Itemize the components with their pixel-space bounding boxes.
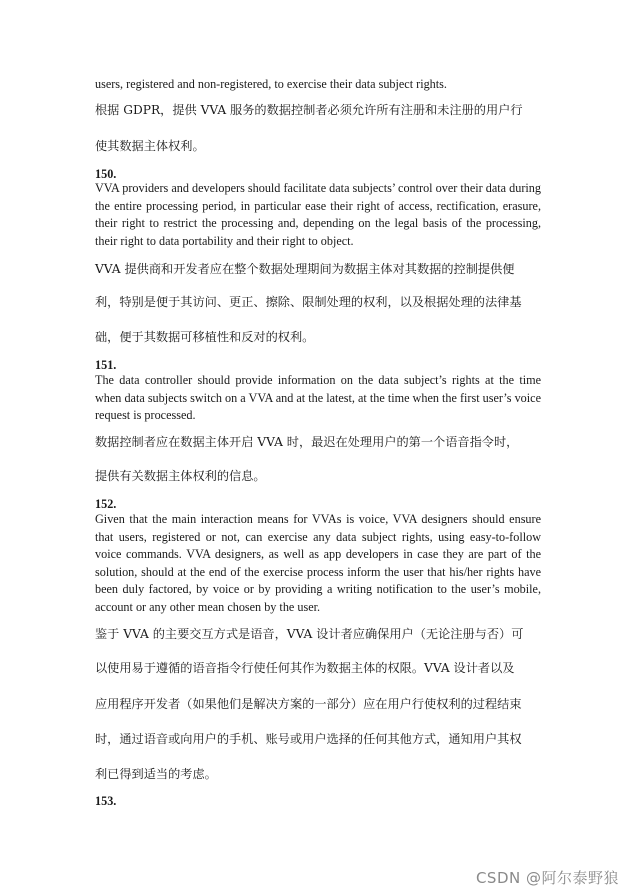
top-chinese-line-2: 使其数据主体权利。 [95, 139, 205, 153]
paragraph-152-chinese-4: 时，通过语音或向用户的手机、账号或用户选择的任何其他方式，通知用户其权 [95, 732, 522, 746]
paragraph-number-150: 150. [95, 167, 117, 181]
csdn-watermark: CSDN @阿尔泰野狼 [475, 869, 619, 887]
paragraph-150-chinese-1: VVA 提供商和开发者应在整个数据处理期间为数据主体对其数据的控制提供便 [95, 262, 515, 276]
paragraph-150-chinese-2: 利，特别是便于其访问、更正、擦除、限制处理的权利，以及根据处理的法律基 [95, 295, 522, 309]
paragraph-151-chinese-1: 数据控制者应在数据主体开启 VVA 时，最迟在处理用户的第一个语音指令时， [95, 435, 519, 449]
paragraph-150-english: VVA providers and developers should facilitate data subjects’ control over their data during the entire processing period, in particular ease their right of access, rectification, erasure, their right to restrict the processing and, depending on the legal basis of the processing, their right to data portability and their right to object. [95, 181, 541, 248]
top-chinese-line-1: 根据 GDPR，提供 VVA 服务的数据控制者必须允许所有注册和未注册的用户行 [95, 103, 523, 117]
paragraph-152-english: Given that the main interaction means for VVAs is voice, VVA designers should ensure that users, registered or not, can exercise any data subject rights, using easy-to-follow voice commands. VVA designers, as well as app developers in case they are part of the solution, should at the end of the exercise process inform the user that his/her rights have been duly factored, by voice or by providing a writing notification to the user’s mobile, account or any other mean chosen by the user. [95, 512, 541, 614]
paragraph-152-chinese-2: 以使用易于遵循的语音指令行使任何其作为数据主体的权限。VVA 设计者以及 [95, 661, 515, 675]
top-english-line: users, registered and non-registered, to exercise their data subject rights. [95, 77, 447, 91]
paragraph-152-chinese-3: 应用程序开发者（如果他们是解决方案的一部分）应在用户行使权利的过程结束 [95, 697, 522, 711]
paragraph-151-chinese-2: 提供有关数据主体权利的信息。 [95, 469, 266, 483]
paragraph-number-151: 151. [95, 358, 117, 372]
paragraph-number-152: 152. [95, 497, 117, 511]
paragraph-number-153: 153. [95, 794, 117, 808]
paragraph-152-chinese-5: 利已得到适当的考虑。 [95, 767, 217, 781]
paragraph-151-english: The data controller should provide information on the data subject’s rights at the time when data subjects switch on a VVA and at the latest, at the time when the first user’s voice request is processed. [95, 373, 541, 422]
paragraph-150-chinese-3: 础，便于其数据可移植性和反对的权利。 [95, 330, 315, 344]
paragraph-152-chinese-1: 鉴于 VVA 的主要交互方式是语音，VVA 设计者应确保用户（无论注册与否）可 [95, 627, 524, 641]
